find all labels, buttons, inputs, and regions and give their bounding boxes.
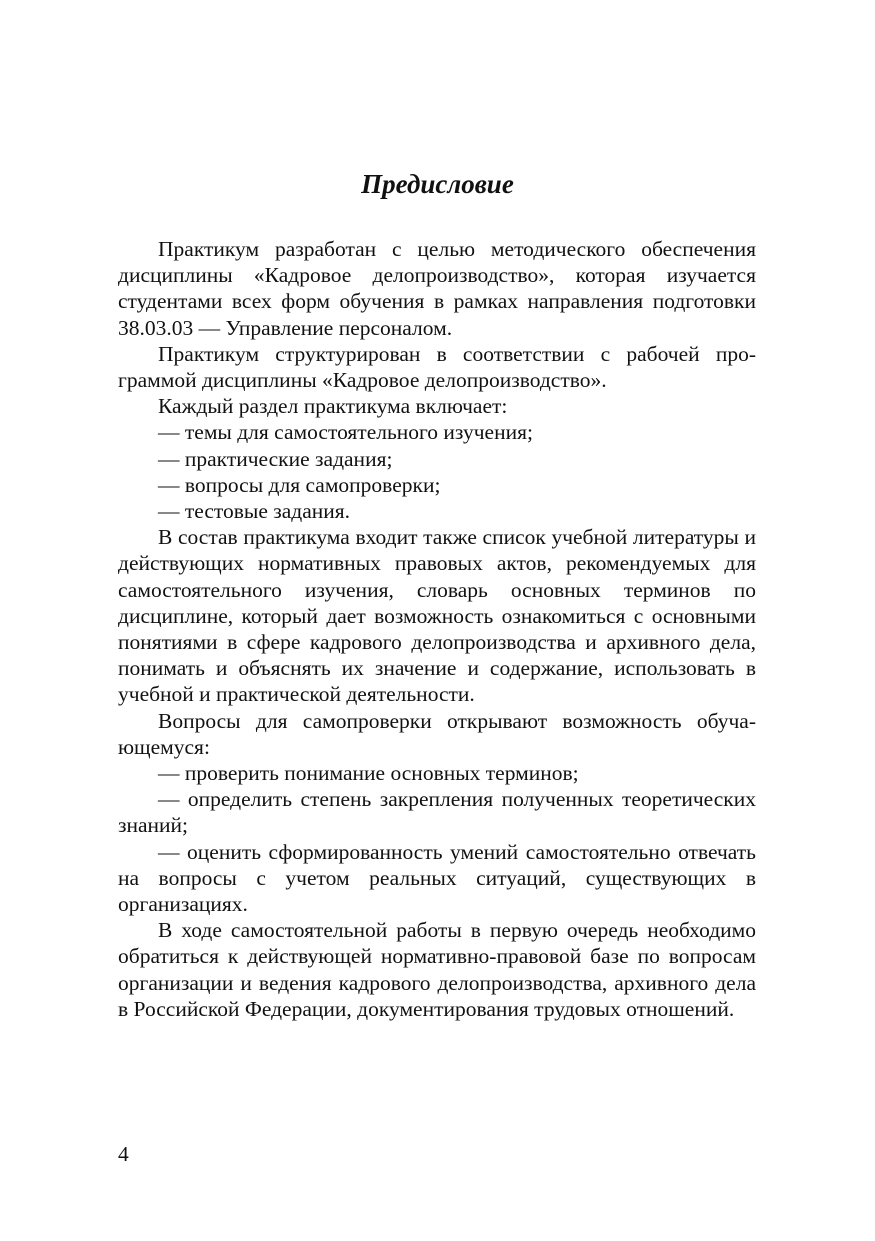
list-item-test-tasks: — тестовые задания.	[158, 499, 351, 524]
paragraph-conclusion: В ходе самостоятельной работы в первую очередь необходимо обратиться к действующей нормативно-правовой базе по вопросам организации и ведения кадрового делопроизводства, архивного дела в Российской Федерации, документирования трудовых отношений.	[118, 918, 756, 1021]
paragraph-structure: Практикум структурирован в соответствии с рабочей программой дисциплины «Кадровое делопроизводство».	[118, 341, 756, 393]
page-number: 4	[118, 1142, 129, 1166]
paragraph-intro: Практикум разработан с целью методического обеспечения дисциплины «Кадровое делопроизводство», которая изучается студентами всех форм обучения в рамках направления подготовки 38.03.03 — Управление персоналом.	[118, 237, 756, 340]
paragraph-questions-intro: Вопросы для самопроверки открывают возможность обучающемуся:	[118, 708, 756, 759]
list-item-self-check-questions: — вопросы для самопроверки;	[158, 472, 441, 497]
list-item-check-terms: — проверить понимание основных терминов;	[158, 761, 579, 786]
paragraph-composition: В состав практикума входит также список учебной литературы и действующих нормативных правовых актов, рекомендуемых для самостоятельного изучения, словарь основных терминов по дисциплине, который дает возможность ознакомиться с основными понятиями в сфере кадрового делопроизводства и архивного дела, понимать и объяснять их значение и содержание, использовать в учебной и практической деятельности.	[118, 525, 756, 707]
list-item-assess-skills: — оценить сформированность умений самостоятельно отвечать на вопросы с учетом реальных ситуаций, существующих в организациях.	[118, 839, 756, 917]
page-title: Предисловие	[361, 169, 514, 199]
list-item-practical-tasks: — практические задания;	[158, 446, 393, 471]
list-item-determine-knowledge: — определить степень закрепления полученных теоретических знаний;	[118, 787, 756, 838]
document-body	[118, 236, 756, 1022]
paragraph-sections-intro: Каждый раздел практикума включает:	[158, 394, 508, 419]
list-item-topics: — темы для самостоятельного изучения;	[158, 420, 533, 445]
